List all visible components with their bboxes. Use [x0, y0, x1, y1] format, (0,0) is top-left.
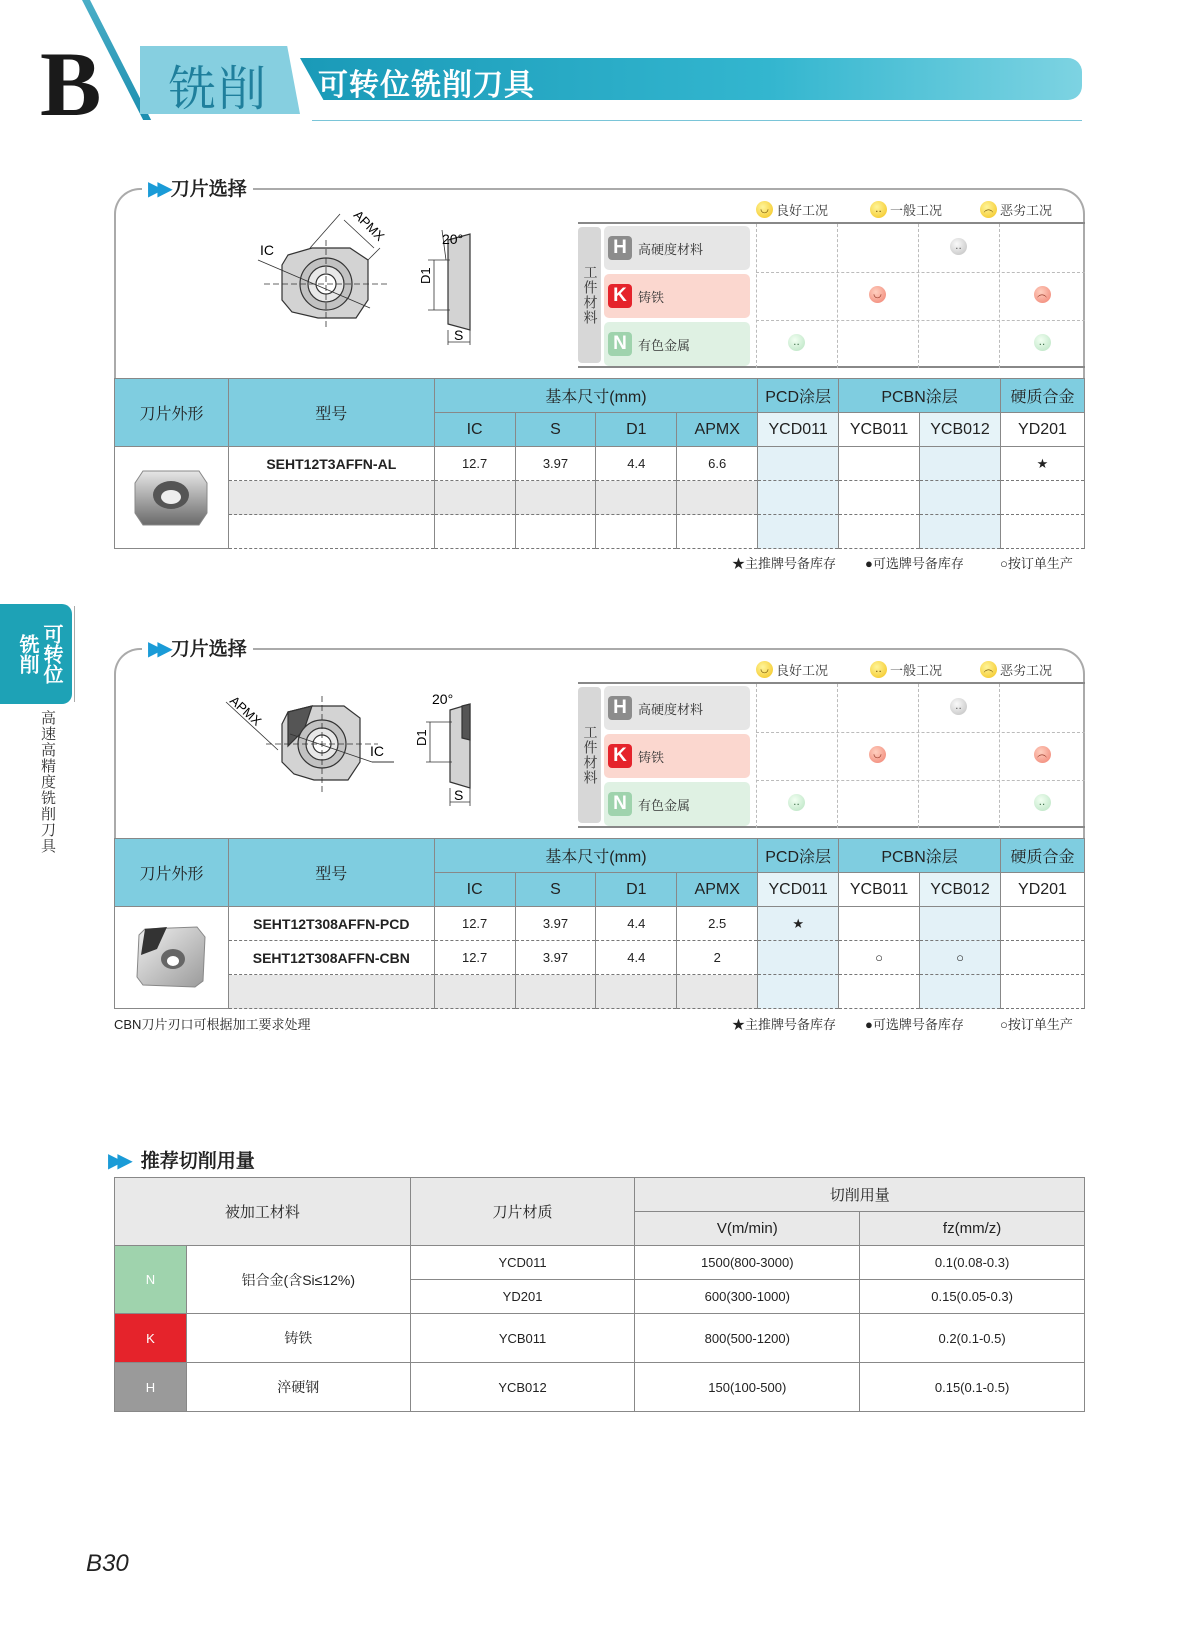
material-badge-k: K	[115, 1314, 187, 1363]
matrix-row-k: K 铸铁	[604, 274, 750, 318]
matrix-row-h: H 高硬度材料	[604, 226, 750, 270]
col-ycb012: YCB012	[920, 873, 1001, 907]
legend-normal: ‥ 一般工况	[870, 660, 942, 679]
col-v: V(m/min)	[635, 1212, 860, 1246]
condition-matrix-2	[578, 682, 1085, 828]
cbn-note: CBN刀片刃口可根据加工要求处理	[114, 1017, 311, 1032]
col-pcd: PCD涂层	[758, 839, 839, 873]
section1-title	[142, 174, 253, 201]
table-row: K 铸铁 YCB011 800(500-1200) 0.2(0.1-0.5)	[115, 1314, 1085, 1363]
matrix-row-h: H 高硬度材料	[604, 686, 750, 730]
header-underline	[312, 120, 1082, 121]
side-subtitle: 高速高精度铣削刀具	[39, 710, 57, 854]
neutral-face-icon: ‥	[788, 794, 805, 811]
svg-text:S: S	[454, 787, 464, 803]
col-pcbn: PCBN涂层	[839, 379, 1001, 413]
table-row	[115, 975, 1085, 1009]
stock-legend-optional: ●可选牌号备库存	[865, 556, 964, 571]
section3-title-text: 推荐切削用量	[140, 1150, 255, 1172]
chevron-right-icon: ▶▶	[148, 175, 167, 200]
cutting-parameters-table	[114, 1177, 1085, 1412]
insert-photo	[115, 447, 229, 549]
col-grade: 刀片材质	[410, 1178, 635, 1246]
table-row: SEHT12T308AFFN-PCD 12.7 3.97 4.4 2.5 ★	[115, 907, 1085, 941]
col-yd201: YD201	[1000, 873, 1084, 907]
insert-spec-table-1	[114, 378, 1085, 549]
page-number: B30	[86, 1550, 129, 1577]
sad-face-icon: ︵	[980, 201, 997, 218]
stock-legend-main: ★主推牌号备库存	[732, 1017, 837, 1032]
stock-legend-main: ★主推牌号备库存	[732, 556, 837, 571]
neutral-face-icon: ‥	[870, 201, 887, 218]
smile-face-icon: ◡	[756, 661, 773, 678]
sad-face-icon: ︵	[1034, 746, 1051, 763]
table-row: YD201 600(300-1000) 0.15(0.05-0.3)	[115, 1280, 1085, 1314]
condition-matrix-1	[578, 222, 1085, 368]
section1-title-text: 刀片选择	[170, 178, 247, 200]
col-model: 型号	[228, 839, 434, 907]
col-ycb011: YCB011	[839, 873, 920, 907]
col-shape: 刀片外形	[115, 379, 229, 447]
svg-text:APMX: APMX	[227, 692, 265, 729]
col-pcd: PCD涂层	[758, 379, 839, 413]
section-letter: B	[40, 33, 102, 135]
col-s: S	[515, 413, 596, 447]
insert-photo	[115, 907, 229, 1009]
section2-title-text: 刀片选择	[170, 638, 247, 660]
col-model: 型号	[228, 379, 434, 447]
svg-text:IC: IC	[370, 743, 384, 759]
insert-spec-table-2	[114, 838, 1085, 1009]
table-row: N 铝合金(含Si≤12%) YCD011 1500(800-3000) 0.1(0.08-0.3)	[115, 1246, 1085, 1280]
side-tab[interactable]	[0, 604, 72, 704]
neutral-face-icon: ‥	[1034, 794, 1051, 811]
svg-text:20°: 20°	[432, 691, 454, 707]
col-ycb011: YCB011	[839, 413, 920, 447]
material-badge-h: H	[115, 1363, 187, 1412]
insert-diagram-2	[222, 690, 482, 820]
chevron-right-icon: ▶▶	[148, 635, 167, 660]
material-badge-n: N	[115, 1246, 187, 1314]
svg-text:D1: D1	[418, 267, 433, 284]
svg-text:APMX: APMX	[350, 207, 388, 244]
legend-good: ◡ 良好工况	[756, 200, 828, 219]
section3-title	[108, 1146, 255, 1173]
svg-text:20°: 20°	[442, 231, 464, 247]
col-ycd011: YCD011	[758, 413, 839, 447]
col-shape: 刀片外形	[115, 839, 229, 907]
table-row	[115, 481, 1085, 515]
subchapter-title: 可转位铣削刀具	[318, 68, 535, 103]
legend-bad: ︵ 恶劣工况	[980, 200, 1052, 219]
col-carbide: 硬质合金	[1000, 379, 1084, 413]
col-s: S	[515, 873, 596, 907]
col-d1: D1	[596, 413, 677, 447]
legend-good: ◡ 良好工况	[756, 660, 828, 679]
neutral-face-icon: ‥	[950, 698, 967, 715]
col-apmx: APMX	[677, 873, 758, 907]
col-fz: fz(mm/z)	[860, 1212, 1085, 1246]
col-carbide: 硬质合金	[1000, 839, 1084, 873]
col-ycb012: YCB012	[920, 413, 1001, 447]
table-row: H 淬硬钢 YCB012 150(100-500) 0.15(0.1-0.5)	[115, 1363, 1085, 1412]
col-dims: 基本尺寸(mm)	[434, 839, 757, 873]
col-ycd011: YCD011	[758, 873, 839, 907]
neutral-face-icon: ‥	[870, 661, 887, 678]
sad-face-icon: ︵	[980, 661, 997, 678]
insert-diagram-1	[250, 200, 480, 360]
neutral-face-icon: ‥	[950, 238, 967, 255]
col-ic: IC	[434, 873, 515, 907]
matrix-axis-label: 工件材料	[578, 227, 601, 363]
col-ic: IC	[434, 413, 515, 447]
sad-face-icon: ︵	[1034, 286, 1051, 303]
legend-normal: ‥ 一般工况	[870, 200, 942, 219]
side-tab-line1: 可转位	[40, 624, 64, 684]
table-row: SEHT12T308AFFN-CBN 12.7 3.97 4.4 2 ○ ○	[115, 941, 1085, 975]
svg-text:IC: IC	[260, 242, 274, 258]
neutral-face-icon: ‥	[1034, 334, 1051, 351]
col-pcbn: PCBN涂层	[839, 839, 1001, 873]
side-tab-line2: 铣削	[16, 634, 40, 674]
matrix-row-n: N 有色金属	[604, 322, 750, 366]
stock-legend-optional: ●可选牌号备库存	[865, 1017, 964, 1032]
svg-text:D1: D1	[414, 729, 429, 746]
neutral-face-icon: ‥	[788, 334, 805, 351]
chevron-right-icon: ▶▶	[108, 1147, 127, 1172]
section2-title	[142, 634, 253, 661]
stock-legend-order: ○按订单生产	[1000, 1017, 1073, 1032]
col-apmx: APMX	[677, 413, 758, 447]
table-row	[115, 515, 1085, 549]
smile-face-icon: ◡	[869, 286, 886, 303]
col-params: 切削用量	[635, 1178, 1085, 1212]
side-tab-divider	[74, 606, 75, 702]
col-dims: 基本尺寸(mm)	[434, 379, 757, 413]
chapter-title: 铣削	[168, 61, 269, 117]
matrix-row-n: N 有色金属	[604, 782, 750, 826]
table-row: SEHT12T3AFFN-AL 12.7 3.97 4.4 6.6 ★	[115, 447, 1085, 481]
smile-face-icon: ◡	[756, 201, 773, 218]
col-yd201: YD201	[1000, 413, 1084, 447]
col-d1: D1	[596, 873, 677, 907]
matrix-row-k: K 铸铁	[604, 734, 750, 778]
svg-text:S: S	[454, 327, 464, 343]
matrix-axis-label: 工件材料	[578, 687, 601, 823]
legend-bad: ︵ 恶劣工况	[980, 660, 1052, 679]
stock-legend-order: ○按订单生产	[1000, 556, 1073, 571]
smile-face-icon: ◡	[869, 746, 886, 763]
col-material: 被加工材料	[115, 1178, 411, 1246]
